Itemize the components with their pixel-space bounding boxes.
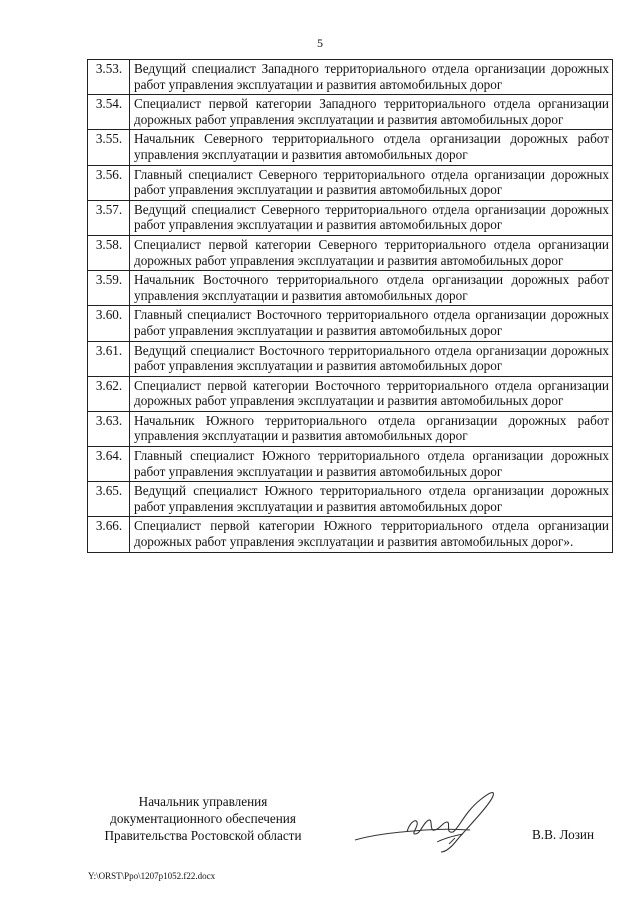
- row-number: 3.56.: [88, 165, 130, 200]
- row-number: 3.59.: [88, 271, 130, 306]
- table-row: [88, 200, 613, 235]
- position-title: Ведущий специалист Восточного территориального отдела организации дорожных работ управления эксплуатации и развития автомобильных дорог: [130, 341, 613, 376]
- page-number: 5: [317, 36, 323, 50]
- signer-name: В.В. Лозин: [532, 827, 595, 842]
- row-number: 3.58.: [88, 235, 130, 270]
- positions-table-body: [88, 60, 613, 553]
- signature-position-block: [88, 793, 318, 844]
- file-path: Y:\ORST\Ppo\1207p1052.f22.docx: [88, 871, 216, 881]
- row-number: 3.55.: [88, 130, 130, 165]
- position-title: Главный специалист Восточного территориального отдела организации дорожных работ управления эксплуатации и развития автомобильных дорог: [130, 306, 613, 341]
- table-row: [88, 447, 613, 482]
- table-row: [88, 95, 613, 130]
- row-number: 3.65.: [88, 482, 130, 517]
- row-number: 3.62.: [88, 376, 130, 411]
- table-row: [88, 482, 613, 517]
- table-row: [88, 271, 613, 306]
- handwritten-signature: [345, 782, 510, 862]
- position-title: Ведущий специалист Западного территориального отдела организации дорожных работ управления эксплуатации и развития автомобильных дорог: [130, 60, 613, 95]
- table-row: [88, 376, 613, 411]
- position-title: Ведущий специалист Северного территориального отдела организации дорожных работ управления эксплуатации и развития автомобильных дорог: [130, 200, 613, 235]
- position-title: Главный специалист Южного территориального отдела организации дорожных работ управления эксплуатации и развития автомобильных дорог: [130, 447, 613, 482]
- row-number: 3.61.: [88, 341, 130, 376]
- position-title: Специалист первой категории Южного территориального отдела организации дорожных работ управления эксплуатации и развития автомобильных дорог».: [130, 517, 613, 552]
- position-title: Начальник Восточного территориального отдела организации дорожных работ управления эксплуатации и развития автомобильных дорог: [130, 271, 613, 306]
- table-row: [88, 517, 613, 552]
- signature-position-line-1: Начальник управления: [138, 794, 268, 809]
- position-title: Главный специалист Северного территориального отдела организации дорожных работ управления эксплуатации и развития автомобильных дорог: [130, 165, 613, 200]
- positions-table: [87, 59, 613, 553]
- row-number: 3.53.: [88, 60, 130, 95]
- row-number: 3.66.: [88, 517, 130, 552]
- row-number: 3.64.: [88, 447, 130, 482]
- table-row: [88, 411, 613, 446]
- position-title: Начальник Южного территориального отдела организации дорожных работ управления эксплуатации и развития автомобильных дорог: [130, 411, 613, 446]
- signature-position-line-3: Правительства Ростовской области: [104, 828, 302, 843]
- table-row: [88, 235, 613, 270]
- table-row: [88, 60, 613, 95]
- table-row: [88, 165, 613, 200]
- position-title: Специалист первой категории Восточного территориального отдела организации дорожных работ управления эксплуатации и развития автомобильных дорог: [130, 376, 613, 411]
- row-number: 3.63.: [88, 411, 130, 446]
- table-row: [88, 306, 613, 341]
- position-title: Начальник Северного территориального отдела организации дорожных работ управления эксплуатации и развития автомобильных дорог: [130, 130, 613, 165]
- signature-position-line-2: документационного обеспечения: [110, 811, 296, 826]
- position-title: Ведущий специалист Южного территориального отдела организации дорожных работ управления эксплуатации и развития автомобильных дорог: [130, 482, 613, 517]
- position-title: Специалист первой категории Западного территориального отдела организации дорожных работ управления эксплуатации и развития автомобильных дорог: [130, 95, 613, 130]
- table-row: [88, 130, 613, 165]
- position-title: Специалист первой категории Северного территориального отдела организации дорожных работ управления эксплуатации и развития автомобильных дорог: [130, 235, 613, 270]
- row-number: 3.60.: [88, 306, 130, 341]
- row-number: 3.57.: [88, 200, 130, 235]
- table-row: [88, 341, 613, 376]
- row-number: 3.54.: [88, 95, 130, 130]
